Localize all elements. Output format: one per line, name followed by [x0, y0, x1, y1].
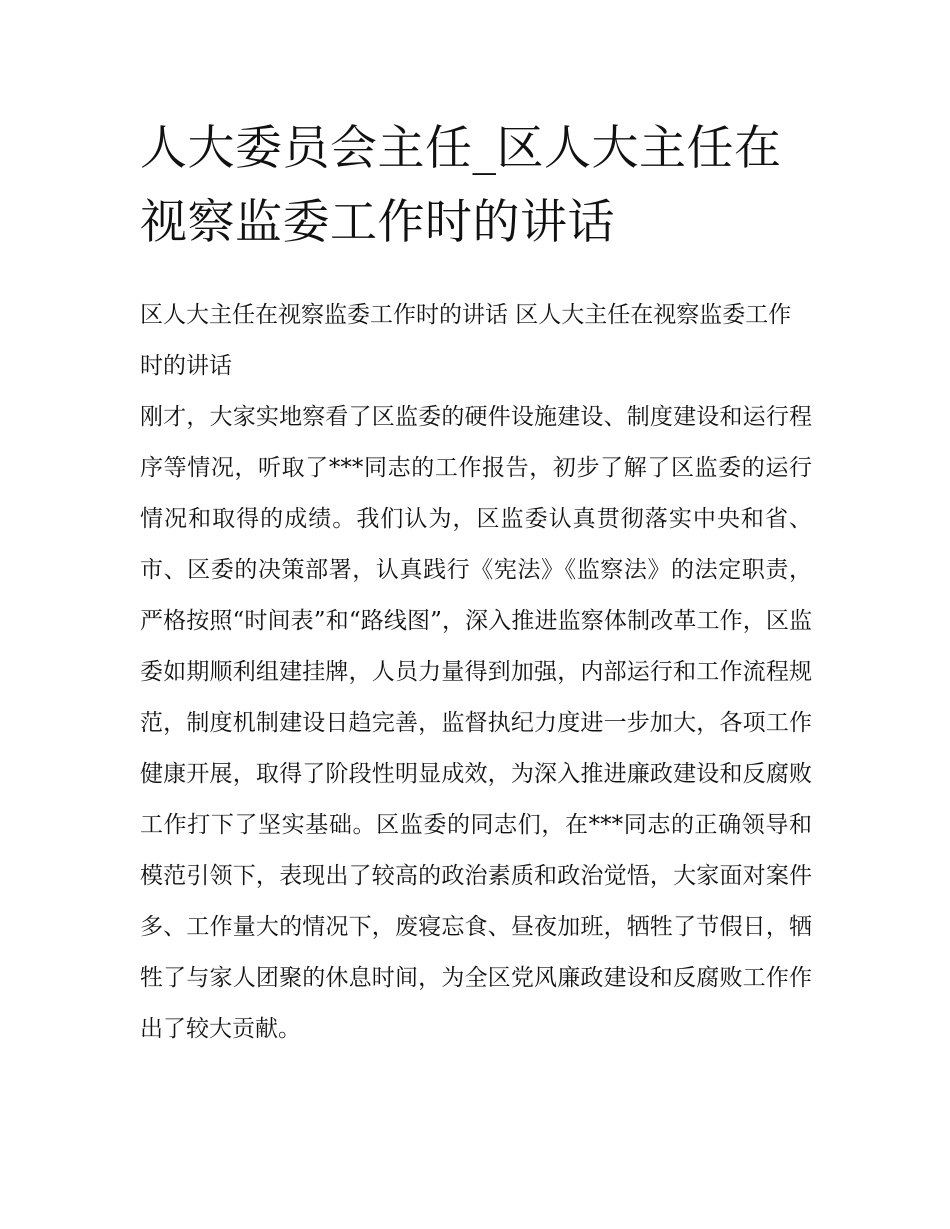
document-subtitle: 区人大主任在视察监委工作时的讲话 区人大主任在视察监委工作时的讲话 [140, 302, 792, 379]
document-content [140, 112, 812, 1055]
body-paragraph: 刚才，大家实地察看了区监委的硬件设施建设、制度建设和运行程序等情况，听取了***同志的工作报告，初步了解了区监委的运行情况和取得的成绩。我们认为，区监委认真贯彻落实中央和省、市、区委的决策部署，认真践行《宪法》《监察法》的法定职责，严格按照“时间表”和“路线图”，深入推进监察体制改革工作，区监委如期顺利组建挂牌，人员力量得到加强，内部运行和工作流程规范，制度机制建设日趋完善，监督执纪力度进一步加大，各项工作健康开展，取得了阶段性明显成效，为深入推进廉政建设和反腐败工作打下了坚实基础。区监委的同志们，在***同志的正确领导和模范引领下，表现出了较高的政治素质和政治觉悟，大家面对案件多、工作量大的情况下，废寝忘食、昼夜加班，牺牲了节假日，牺牲了与家人团聚的休息时间，为全区党风廉政建设和反腐败工作作出了较大贡献。 [140, 404, 812, 1042]
document-title: 人大委员会主任_区人大主任在视察监委工作时的讲话 [140, 121, 782, 250]
